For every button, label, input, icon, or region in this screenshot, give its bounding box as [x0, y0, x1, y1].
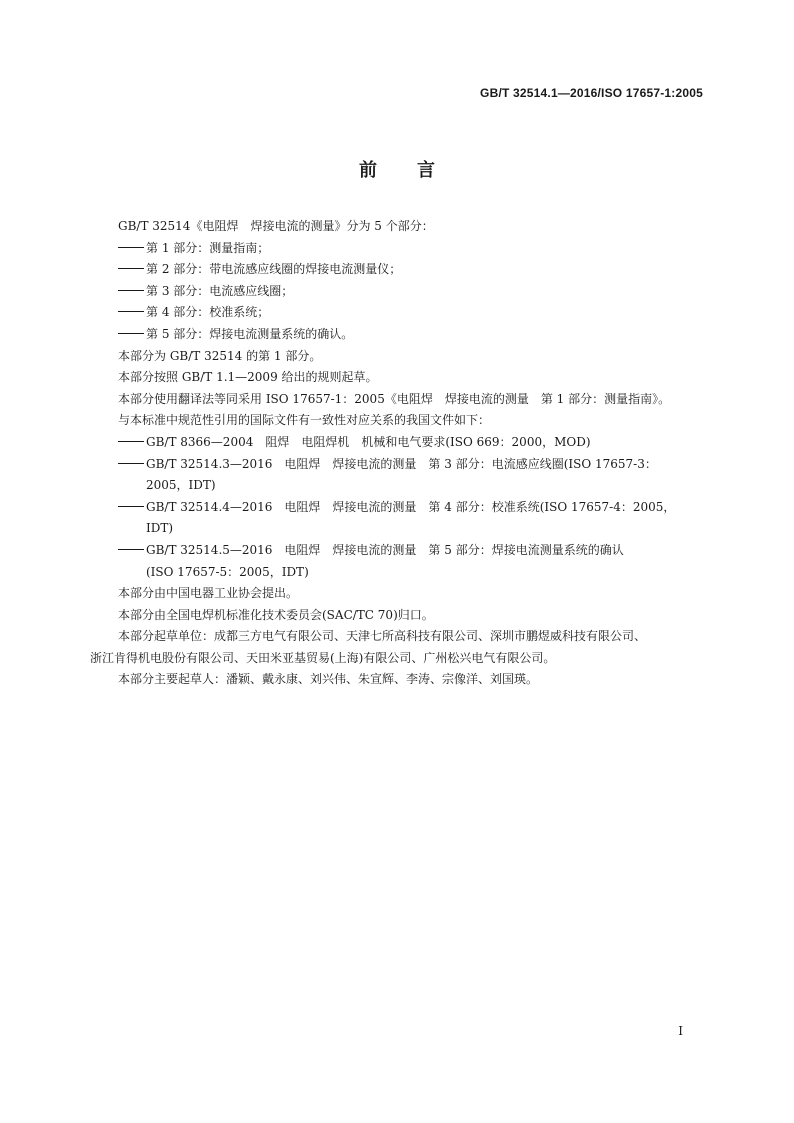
em-dash: [118, 463, 144, 464]
em-dash: [118, 268, 144, 269]
paragraph: 本部分按照 GB/T 1.1—2009 给出的规则起草。: [118, 370, 378, 385]
paragraph: 本部分主要起草人：潘颖、戴永康、刘兴伟、朱宣辉、李涛、宗像洋、刘国瑛。: [118, 672, 539, 687]
em-dash: [118, 333, 144, 334]
paragraph: 与本标准中规范性引用的国际文件有一致性对应关系的我国文件如下：: [118, 413, 491, 428]
em-dash: [118, 506, 144, 507]
reference-text: GB/T 32514.3—2016 电阻焊 焊接电流的测量 第 3 部分：电流感应线圈(ISO 17657-3：: [146, 456, 657, 471]
reference-text: GB/T 32514.4—2016 电阻焊 焊接电流的测量 第 4 部分：校准系统(ISO 17657-4：2005，: [146, 499, 676, 514]
foreword-content: [90, 216, 708, 691]
part-list-item: [118, 259, 708, 281]
paragraph: 本部分由中国电器工业协会提出。: [118, 586, 299, 601]
page-title: 前言: [359, 160, 475, 181]
em-dash: [118, 247, 144, 248]
intro-paragraph: GB/T 32514《电阻焊 焊接电流的测量》分为 5 个部分：: [118, 219, 434, 233]
em-dash: [118, 290, 144, 291]
reference-item: [118, 497, 708, 519]
part-label: 第 5 部分：焊接电流测量系统的确认。: [146, 326, 354, 341]
part-list-item: [118, 281, 708, 303]
page-number: I: [678, 1024, 683, 1038]
reference-item: [118, 432, 708, 454]
paragraph: 本部分为 GB/T 32514 的第 1 部分。: [118, 348, 322, 363]
reference-item: [118, 454, 708, 476]
reference-continuation: IDT): [146, 521, 174, 536]
em-dash: [118, 549, 144, 550]
part-label: 第 1 部分：测量指南；: [146, 240, 270, 255]
part-list-item: [118, 324, 708, 346]
part-list-item: [118, 238, 708, 260]
reference-item: [118, 540, 708, 562]
reference-text: GB/T 32514.5—2016 电阻焊 焊接电流的测量 第 5 部分：焊接电流测量系统的确认: [146, 542, 624, 557]
paragraph: 本部分由全国电焊机标准化技术委员会(SAC/TC 70)归口。: [118, 607, 434, 622]
standard-code-header: GB/T 32514.1—2016/ISO 17657-1:2005: [480, 86, 703, 100]
paragraph: 本部分起草单位：成都三方电气有限公司、天津七所高科技有限公司、深圳市鹏煜威科技有限公司、: [118, 629, 647, 644]
part-label: 第 3 部分：电流感应线圈；: [146, 283, 294, 298]
reference-text: GB/T 8366—2004 阻焊 电阻焊机 机械和电气要求(ISO 669：2000，MOD): [146, 434, 591, 449]
part-label: 第 2 部分：带电流感应线圈的焊接电流测量仪；: [146, 262, 402, 277]
paragraph-continuation: 浙江肯得机电股份有限公司、天田米亚基贸易(上海)有限公司、广州松兴电气有限公司。: [90, 650, 556, 665]
part-label: 第 4 部分：校准系统；: [146, 305, 270, 320]
reference-continuation: 2005，IDT): [146, 478, 216, 493]
paragraph: 本部分使用翻译法等同采用 ISO 17657-1：2005《电阻焊 焊接电流的测量 第 1 部分：测量指南》。: [118, 391, 671, 406]
part-list-item: [118, 302, 708, 324]
reference-continuation: (ISO 17657-5：2005，IDT): [146, 564, 309, 579]
em-dash: [118, 441, 144, 442]
em-dash: [118, 311, 144, 312]
